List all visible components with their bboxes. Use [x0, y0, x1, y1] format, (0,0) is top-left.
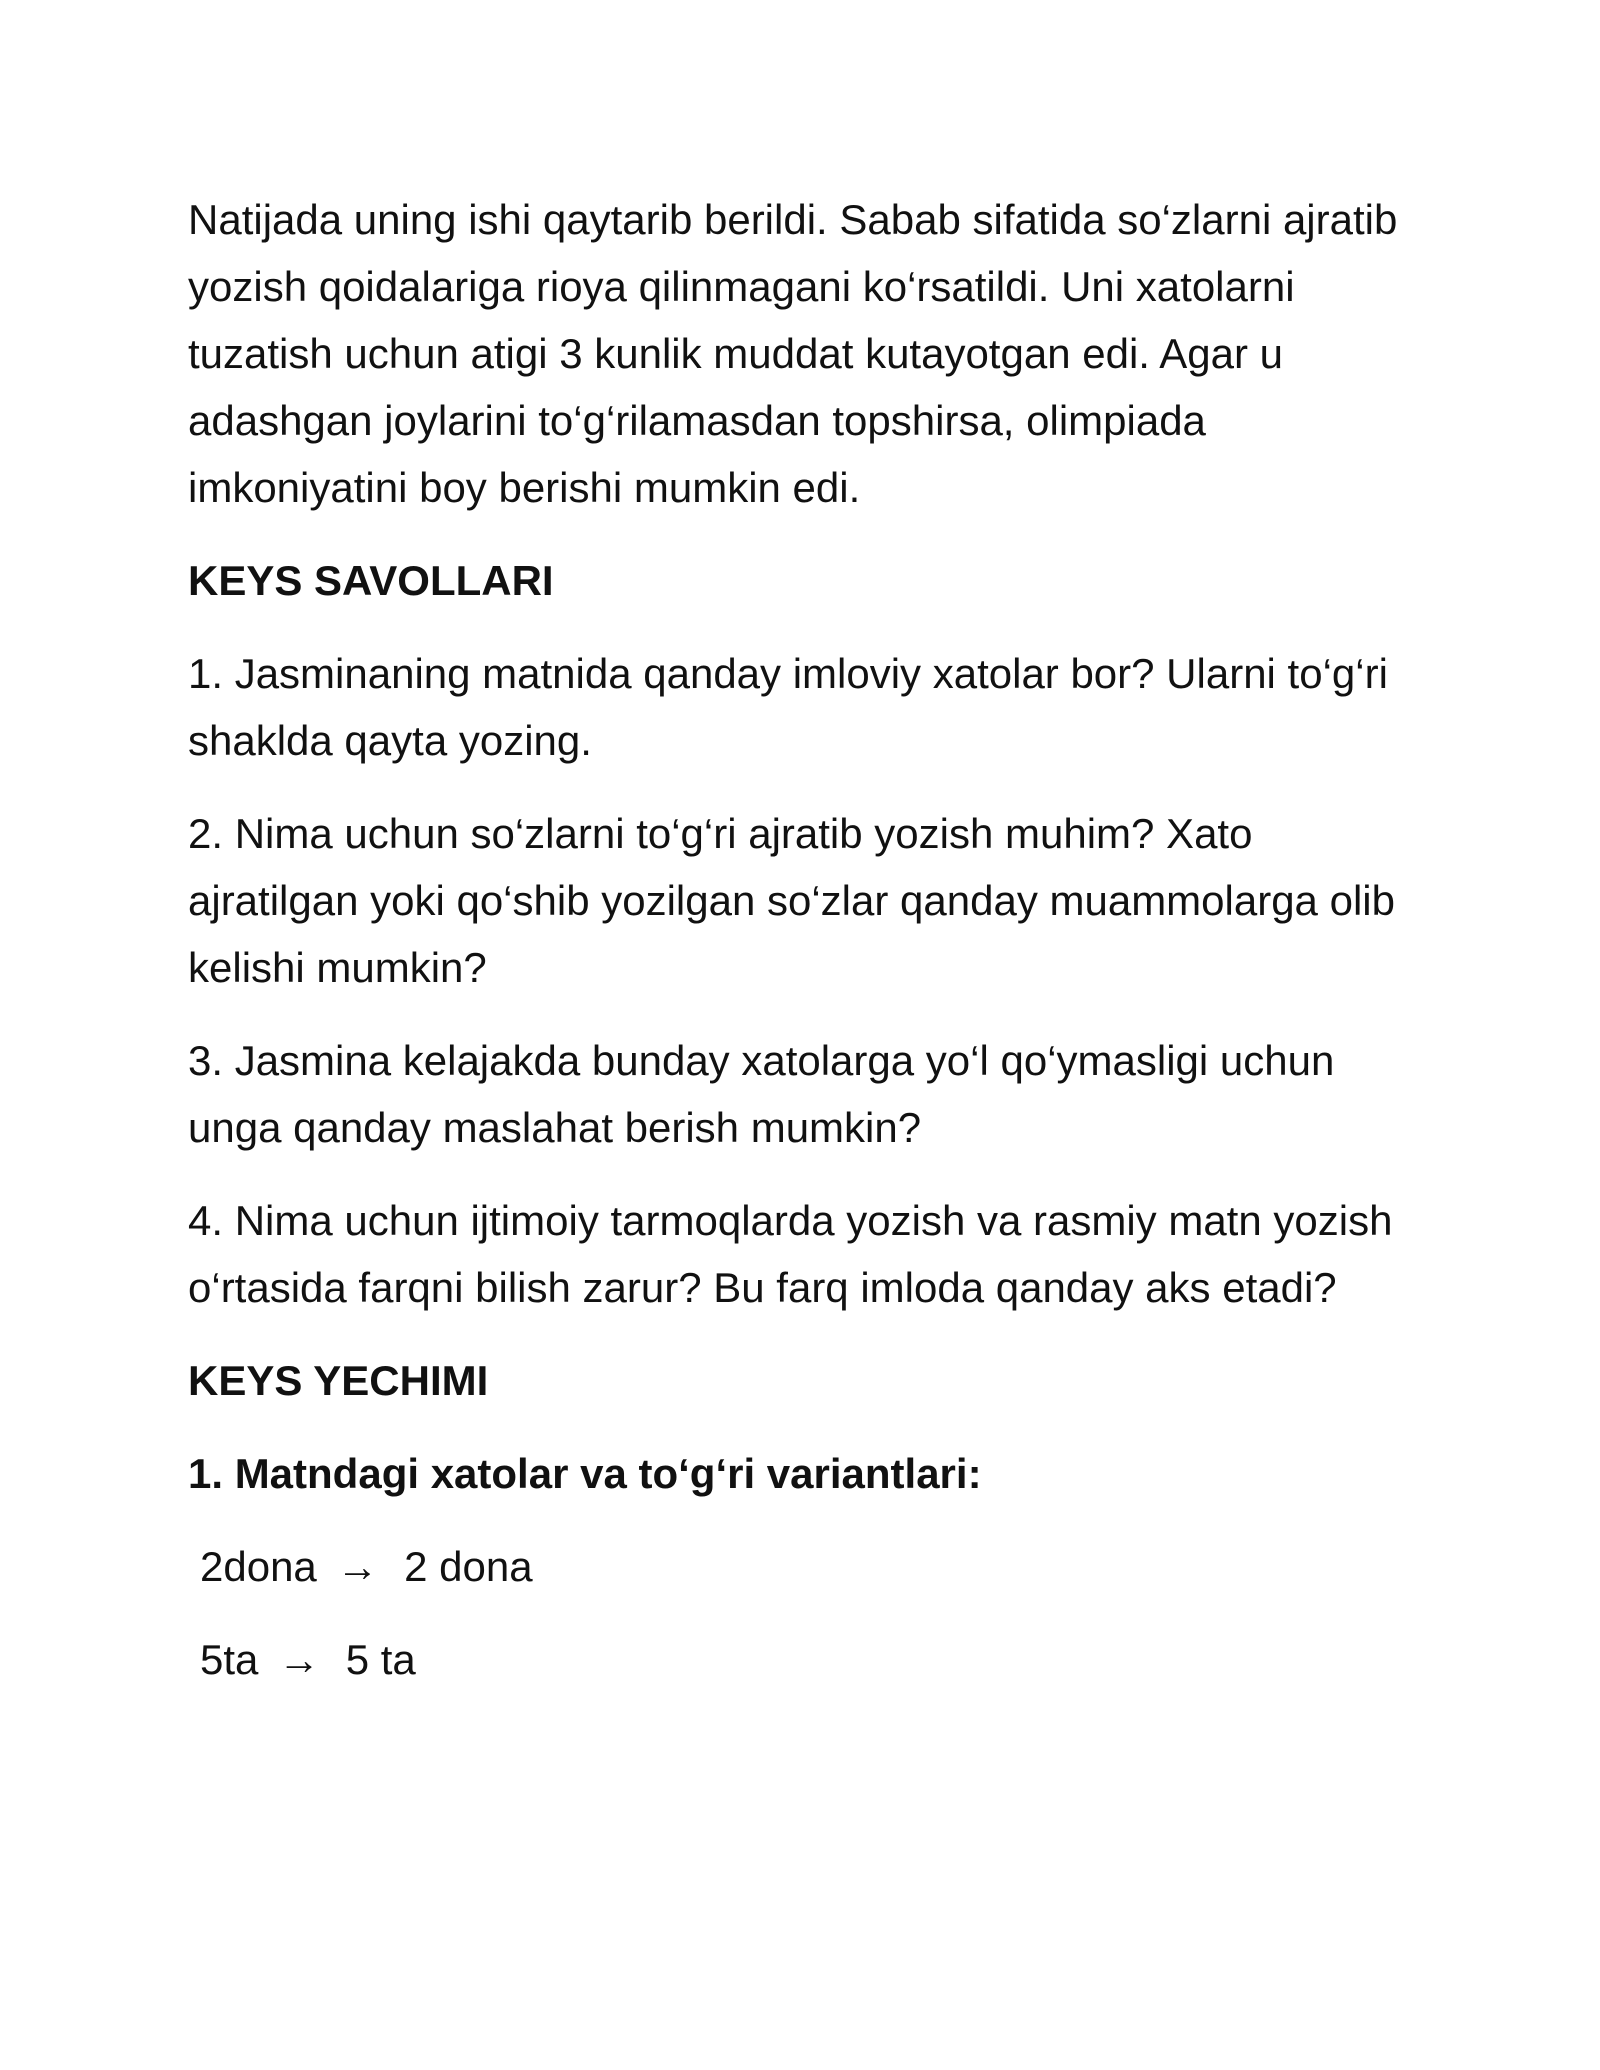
question-2: 2. Nima uchun so‘zlarni to‘g‘ri ajratib yozish muhim? Xato ajratilgan yoki qo‘shib yozilgan so‘zlar qanday muammolarga olib kelishi mumkin?	[188, 810, 1395, 991]
arrow-right-icon: →	[278, 1636, 321, 1683]
correction-right: 2 dona	[404, 1543, 533, 1590]
correction-right: 5 ta	[345, 1636, 416, 1683]
solution-subheading: 1. Matndagi xatolar va to‘g‘ri variantlari:	[188, 1450, 982, 1497]
question-4: 4. Nima uchun ijtimoiy tarmoqlarda yozish va rasmiy matn yozish o‘rtasida farqni bilish zarur? Bu farq imloda qanday aks etadi?	[188, 1197, 1393, 1311]
correction-item	[200, 1533, 1418, 1600]
question-3: 3. Jasmina kelajakda bunday xatolarga yo‘l qo‘ymasligi uchun unga qanday maslahat berish mumkin?	[188, 1037, 1335, 1151]
solution-heading: KEYS YECHIMI	[188, 1357, 489, 1404]
correction-wrong: 5ta	[200, 1636, 259, 1683]
arrow-right-icon: →	[336, 1543, 379, 1590]
correction-item	[200, 1626, 1418, 1693]
correction-wrong: 2dona	[200, 1543, 317, 1590]
intro-paragraph: Natijada uning ishi qaytarib berildi. Sabab sifatida so‘zlarni ajratib yozish qoidalariga rioya qilinmagani ko‘rsatildi. Uni xatolarni tuzatish uchun atigi 3 kunlik muddat kutayotgan edi. Agar u adashgan joylarini to‘g‘rilamasdan topshirsa, olimpiada imkoniyatini boy berishi mumkin edi.	[188, 196, 1398, 511]
document-body	[188, 186, 1418, 1719]
questions-heading: KEYS SAVOLLARI	[188, 557, 554, 604]
question-1: 1. Jasminaning matnida qanday imloviy xatolar bor? Ularni to‘g‘ri shaklda qayta yozing.	[188, 650, 1388, 764]
